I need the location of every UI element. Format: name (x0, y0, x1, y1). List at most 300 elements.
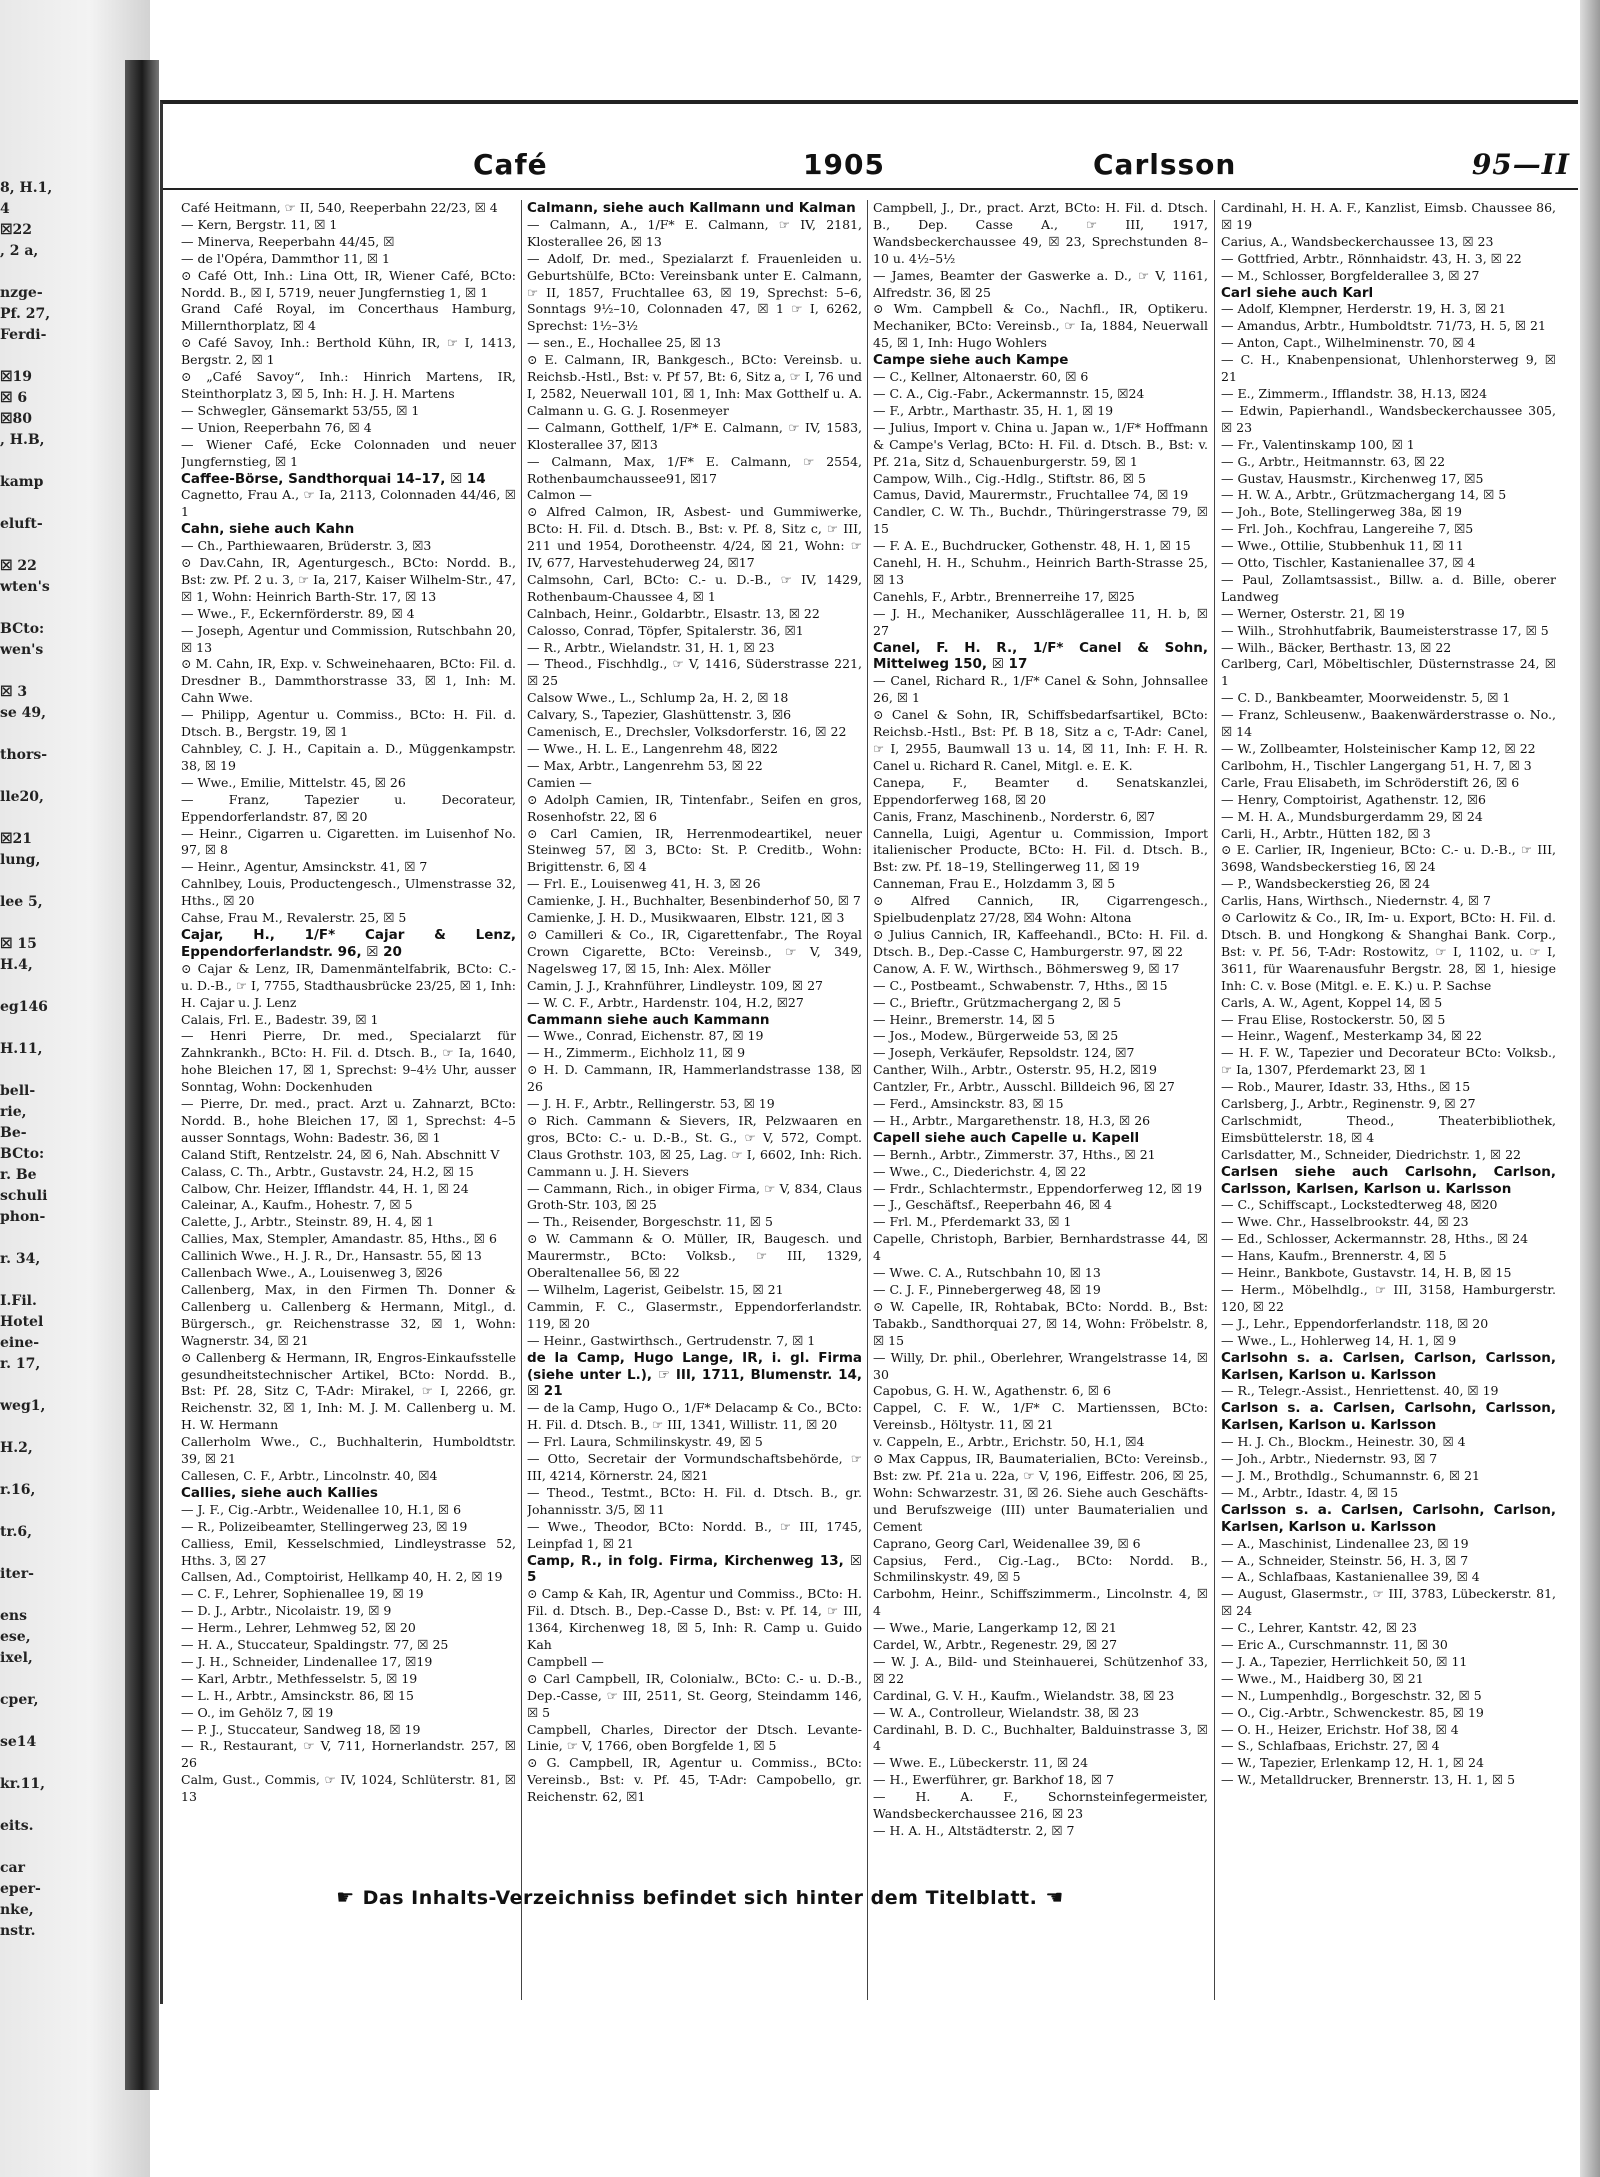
directory-entry: — Henri Pierre, Dr. med., Specialarzt für Zahnkrankh., BCto: H. Fil. d. Dtsch. B., ☞ Ia, 1640, hohe Bleichen 17, ☒ 1, Sprechst: 9–4½ Uhr, ausser Sonntag, Wohn: Dockenhuden (181, 1028, 516, 1095)
directory-entry: Camien — (527, 774, 592, 790)
directory-entry: — C., Postbeamt., Schwabenstr. 7, Hths., ☒ 15 (873, 977, 1168, 993)
directory-page (160, 100, 1578, 2004)
header-first-entry: Café (473, 148, 548, 181)
directory-entry: Cammin, F. C., Glasermstr., Eppendorferlandstr. 119, ☒ 20 (527, 1298, 862, 1331)
entry-columns (181, 200, 1571, 2020)
left-fragment (0, 1795, 120, 1816)
directory-entry: — H. A. F., Schornsteinfegermeister, Wandsbeckerchaussee 216, ☒ 23 (873, 1789, 1208, 1822)
directory-entry: ⊙ Camilleri & Co., IR, Cigarettenfabr., The Royal Crown Cigarette, BCto: Vereinsb., ☞ V, 349, Nagelsweg 17, ☒ 15, Inh: Alex. Möller (527, 926, 862, 976)
directory-entry: — Franz, Schleusenw., Baakenwärderstrasse o. No., ☒ 14 (1221, 707, 1556, 740)
left-fragment (0, 1018, 120, 1039)
directory-entry: — Adolf, Dr. med., Spezialarzt f. Frauenleiden u. Geburtshülfe, BCto: Vereinsbank unter E. Calmann, ☞ II, 1857, Fruchtallee 63, ☒ 19, Sprechst: 5–6, Sonntags 9½–10, Colonnaden 47, ☒ 1 ☞ I, 6262, Sprechst: 1½–3½ (527, 250, 862, 334)
directory-entry: ⊙ Dav.Cahn, IR, Agenturgesch., BCto: Nordd. B., Bst: zw. Pf. 2 u. 3, ☞ Ia, 217, Kaiser Wilhelm-Str., 47, ☒ 1, Wohn: Heinrich Barth-Str. 17, ☒ 13 (181, 555, 516, 604)
directory-entry: — J. H., Schneider, Lindenallee 17, ☒19 (181, 1653, 433, 1669)
directory-entry: — M., Arbtr., Idastr. 4, ☒ 15 (1221, 1484, 1399, 1500)
directory-entry: Camin, J. J., Krahnführer, Lindleystr. 109, ☒ 27 (527, 977, 824, 993)
left-fragment: Be- (0, 1125, 27, 1141)
left-fragment: , H.B, (0, 432, 45, 448)
directory-entry: — Wiener Café, Ecke Colonnaden und neuer Jungfernstieg, ☒ 1 (181, 436, 516, 469)
directory-entry: — Fr., Valentinskamp 100, ☒ 1 (1221, 436, 1415, 452)
directory-entry: Capobus, G. H. W., Agathenstr. 6, ☒ 6 (873, 1383, 1111, 1399)
directory-entry: — Otto, Tischler, Kastanienallee 37, ☒ 4 (1221, 555, 1476, 571)
directory-entry: Carlsen siehe auch Carlsohn, Carlson, Carlsson, Karlsen, Karlson u. Karlsson (1221, 1163, 1556, 1197)
directory-entry: — Heinr., Agentur, Amsinckstr. 41, ☒ 7 (181, 859, 428, 875)
directory-entry: Carlsberg, J., Arbtr., Reginenstr. 9, ☒ 27 (1221, 1096, 1476, 1112)
directory-entry: Caffee-Börse, Sandthorquai 14–17, ☒ 14 (181, 470, 486, 487)
running-header (163, 148, 1578, 190)
directory-entry: — Wwe., Theodor, BCto: Nordd. B., ☞ III, 1745, Leinpfad 1, ☒ 21 (527, 1518, 862, 1551)
directory-entry: Callenbach Wwe., A., Louisenweg 3, ☒26 (181, 1265, 443, 1281)
directory-entry: — F. A. E., Buchdrucker, Gothenstr. 48, H. 1, ☒ 15 (873, 538, 1191, 554)
directory-entry: — Joh., Bote, Stellingerweg 38a, ☒ 19 (1221, 504, 1462, 520)
footer-text: Das Inhalts-Verzeichniss befindet sich hinter dem Titelblatt. (362, 1887, 1038, 1909)
directory-entry: Calais, Frl. E., Badestr. 39, ☒ 1 (181, 1011, 379, 1027)
directory-entry: Callies, Max, Stempler, Amandastr. 85, Hths., ☒ 6 (181, 1231, 497, 1247)
directory-entry: Candler, C. W. Th., Buchdr., Thüringerstrasse 79, ☒ 15 (873, 504, 1208, 537)
directory-entry: — Minerva, Reeperbahn 44/45, ☒ (181, 233, 395, 249)
left-fragment: wen's (0, 642, 44, 658)
directory-entry: Carlsson s. a. Carlsen, Carlsohn, Carlson, Karlsen, Karlson u. Karlsson (1221, 1501, 1556, 1535)
directory-entry: — Wilhelm, Lagerist, Geibelstr. 15, ☒ 21 (527, 1282, 784, 1297)
directory-entry: — J. H., Mechaniker, Ausschlägerallee 11, H. b, ☒ 27 (873, 605, 1208, 638)
directory-entry: Canehl, H. H., Schuhm., Heinrich Barth-Strasse 25, ☒ 13 (873, 555, 1208, 587)
directory-entry: — H. F. W., Tapezier und Decorateur BCto: Volksb., ☞ Ia, 1307, Pferdemarkt 23, ☒ 1 (1221, 1045, 1556, 1078)
directory-entry: Grand Café Royal, im Concerthaus Hamburg, Millernthorplatz, ☒ 4 (181, 301, 516, 334)
directory-entry: — J. M., Brothdlg., Schumannstr. 6, ☒ 21 (1221, 1467, 1480, 1483)
directory-entry: Calnbach, Heinr., Goldarbtr., Elsastr. 13, ☒ 22 (527, 605, 820, 621)
directory-entry: Cagnetto, Frau A., ☞ Ia, 2113, Colonnaden 44/46, ☒ 1 (181, 487, 516, 520)
left-fragment (0, 262, 120, 283)
directory-entry: — C. F., Lehrer, Sophienallee 19, ☒ 19 (181, 1586, 424, 1602)
column-3 (873, 200, 1208, 2020)
left-fragment: r. 17, (0, 1356, 41, 1372)
directory-entry: — Theod., Fischhdlg., ☞ V, 1416, Süderstrasse 221, ☒ 25 (527, 656, 862, 689)
directory-entry: Callsen, Ad., Comptoirist, Hellkamp 40, H. 2, ☒ 19 (181, 1569, 503, 1585)
left-fragment (0, 871, 120, 892)
directory-entry: — Heinr., Bankbote, Gustavstr. 14, H. B, ☒ 15 (1221, 1265, 1512, 1281)
left-fragment (0, 766, 120, 787)
directory-entry: — Bernh., Arbtr., Zimmerstr. 37, Hths., ☒ 21 (873, 1146, 1156, 1162)
left-fragment: Pf. 27, (0, 306, 51, 322)
directory-entry: — Wwe., C., Diederichstr. 4, ☒ 22 (873, 1163, 1087, 1179)
directory-entry: — Canel, Richard R., 1/F* Canel & Sohn, Johnsallee 26, ☒ 1 (873, 673, 1208, 706)
left-fragment: Hotel (0, 1314, 44, 1330)
directory-entry: — Wwe., Conrad, Eichenstr. 87, ☒ 19 (527, 1028, 764, 1044)
left-fragment: eine- (0, 1335, 40, 1351)
directory-entry: Carlsohn s. a. Carlsen, Carlson, Carlsson, Karlsen, Karlson u. Karlsson (1221, 1349, 1556, 1383)
left-fragment (0, 535, 120, 556)
directory-entry: Caland Stift, Rentzelstr. 24, ☒ 6, Nah. Abschnitt V (181, 1146, 500, 1162)
directory-entry: — Ferd., Amsinckstr. 83, ☒ 15 (873, 1096, 1064, 1112)
directory-entry: Canther, Wilh., Arbtr., Osterstr. 95, H.2, ☒19 (873, 1062, 1158, 1078)
directory-entry: — Frau Elise, Rostockerstr. 50, ☒ 5 (1221, 1011, 1446, 1027)
left-fragment (0, 1270, 120, 1291)
directory-entry: Carl siehe auch Karl (1221, 284, 1374, 301)
directory-entry: Campbell, Charles, Director der Dtsch. Levante-Linie, ☞ V, 1766, oben Borgfelde 1, ☒ 5 (527, 1721, 862, 1754)
left-fragment: ixel, (0, 1650, 33, 1666)
directory-entry: — H. A., Stuccateur, Spaldingstr. 77, ☒ 25 (181, 1637, 449, 1653)
directory-entry: Capell siehe auch Capelle u. Kapell (873, 1129, 1140, 1146)
directory-entry: — sen., E., Hochallee 25, ☒ 13 (527, 335, 721, 351)
left-fragment: 4 (0, 201, 10, 217)
directory-entry: Camenisch, E., Drechsler, Volksdorferstr. 16, ☒ 22 (527, 724, 847, 740)
directory-entry: — Wwe., L., Hohlerweg 14, H. 1, ☒ 9 (1221, 1332, 1457, 1348)
left-fragment: ese, (0, 1629, 31, 1645)
right-page-edge (1580, 0, 1600, 2177)
book-gutter-shadow (125, 60, 159, 2090)
directory-entry: Camus, David, Maurermstr., Fruchtallee 74, ☒ 19 (873, 487, 1189, 503)
directory-entry: ⊙ G. Campbell, IR, Agentur u. Commiss., BCto: Vereinsb., Bst: v. Pf. 45, T-Adr: Campobello, gr. Reichenstr. 62, ☒1 (527, 1755, 862, 1805)
left-fragment: ☒21 (0, 831, 33, 847)
directory-entry: Cardinahl, H. H. A. F., Kanzlist, Eimsb. Chaussee 86, ☒ 19 (1221, 200, 1556, 232)
directory-entry: — D. J., Arbtr., Nicolaistr. 19, ☒ 9 (181, 1603, 392, 1619)
directory-entry: — H., Arbtr., Margarethenstr. 18, H.3, ☒ 26 (873, 1112, 1151, 1128)
directory-entry: ⊙ H. D. Cammann, IR, Hammerlandstrasse 138, ☒ 26 (527, 1062, 862, 1095)
directory-entry: ⊙ Carlowitz & Co., IR, Im- u. Export, BCto: H. Fil. d. Dtsch. B. und Hongkong & Shanghai Bank. Corp., Bst: v. Pf. 56, T-Adr: Rostowitz, ☞ I, 1102, u. ☞ I, 3611, für Waarenausfuhr Bergstr. 28, ☒ 1, hiesige Inh: C. v. Bose (Mitgl. e. E. K.) u. P. Sachse (1221, 910, 1556, 993)
directory-entry: ⊙ W. Cammann & O. Müller, IR, Baugesch. und Maurermstr., BCto: Volksb., ☞ III, 1329, Oberaltenallee 56, ☒ 22 (527, 1231, 862, 1281)
footer-note (200, 1885, 1200, 1909)
directory-entry: — Kern, Bergstr. 11, ☒ 1 (181, 216, 338, 232)
directory-entry: — Heinr., Cigarren u. Cigaretten. im Luisenhof No. 97, ☒ 8 (181, 825, 516, 858)
directory-entry: — H., Ewerführer, gr. Barkhof 18, ☒ 7 (873, 1772, 1115, 1788)
directory-entry: Calbow, Chr. Heizer, Ifflandstr. 44, H. 1, ☒ 24 (181, 1180, 469, 1196)
directory-entry: ⊙ Max Cappus, IR, Baumaterialien, BCto: Vereinsb., Bst: zw. Pf. 21a u. 22a, ☞ V, 196, Eiffestr. 206, ☒ 25, Wohn: Schwarzestr. 31, ☒ 26. Siehe auch Geschäfts- und Berufszweige (III) unter Baumaterialien und Cement (873, 1451, 1208, 1534)
directory-entry: — E., Zimmerm., Ifflandstr. 38, H.13, ☒24 (1221, 385, 1488, 401)
directory-entry: — James, Beamter der Gaswerke a. D., ☞ V, 1161, Alfredstr. 36, ☒ 25 (873, 267, 1208, 300)
directory-entry: — A., Maschinist, Lindenallee 23, ☒ 19 (1221, 1535, 1469, 1551)
directory-entry: Carlis, Hans, Wirthsch., Niedernstr. 4, ☒ 7 (1221, 893, 1491, 909)
directory-entry: — Calmann, A., 1/F* E. Calmann, ☞ IV, 2181, Klosterallee 26, ☒ 13 (527, 216, 862, 249)
directory-entry: Carli, H., Arbtr., Hütten 182, ☒ 3 (1221, 825, 1431, 841)
directory-entry: Cahnbley, C. J. H., Capitain a. D., Müggenkampstr. 38, ☒ 19 (181, 741, 516, 773)
directory-entry: Campe siehe auch Kampe (873, 352, 1069, 369)
directory-entry: — Otto, Secretair der Vormundschaftsbehörde, ☞ III, 4214, Körnerstr. 24, ☒21 (527, 1451, 862, 1483)
directory-entry: Cahse, Frau M., Revalerstr. 25, ☒ 5 (181, 910, 407, 926)
left-fragment: lle20, (0, 789, 44, 805)
left-fragment: eper- (0, 1881, 41, 1897)
directory-entry: — Wwe., Marie, Langerkamp 12, ☒ 21 (873, 1620, 1117, 1636)
left-fragment: ☒80 (0, 411, 33, 427)
left-fragment (0, 661, 120, 682)
left-fragment: 8, H.1, (0, 180, 53, 196)
directory-entry: — L. H., Arbtr., Amsinckstr. 86, ☒ 15 (181, 1687, 414, 1703)
left-fragment: kamp (0, 474, 44, 490)
left-fragment: lee 5, (0, 894, 43, 910)
directory-entry: Capelle, Christoph, Barbier, Bernhardstrasse 44, ☒ 4 (873, 1231, 1208, 1264)
left-fragment: wten's (0, 579, 50, 595)
left-fragment: BCto: (0, 1146, 45, 1162)
directory-entry: — Adolf, Klempner, Herderstr. 19, H. 3, ☒ 21 (1221, 301, 1507, 317)
directory-entry: Cappel, C. F. W., 1/F* C. Martienssen, BCto: Vereinsb., Höltystr. 11, ☒ 21 (873, 1400, 1208, 1433)
left-fragment: schuli (0, 1188, 48, 1204)
directory-entry: Callies, siehe auch Kallies (181, 1484, 378, 1501)
left-fragment: weg1, (0, 1398, 46, 1414)
left-fragment (0, 1228, 120, 1249)
directory-entry: Callinich Wwe., H. J. R., Dr., Hansastr. 55, ☒ 13 (181, 1248, 482, 1264)
directory-entry: Café Heitmann, ☞ II, 540, Reeperbahn 22/23, ☒ 4 (181, 200, 498, 215)
directory-entry: — Franz, Tapezier u. Decorateur, Eppendorferlandstr. 87, ☒ 20 (181, 791, 516, 824)
left-fragment: thors- (0, 747, 48, 763)
left-fragment: Ferdi- (0, 327, 47, 343)
directory-entry: — Max, Arbtr., Langenrehm 53, ☒ 22 (527, 757, 763, 773)
directory-entry: — W. A., Controlleur, Wielandstr. 38, ☒ 23 (873, 1704, 1140, 1720)
directory-entry: — Henry, Comptoirist, Agathenstr. 12, ☒6 (1221, 791, 1486, 807)
directory-entry: — W., Metalldrucker, Brennerstr. 13, H. 1, ☒ 5 (1221, 1772, 1516, 1788)
pointing-hand-icon: ☛ (336, 1885, 355, 1909)
left-fragment: eg146 (0, 999, 48, 1015)
directory-entry: — W., Zollbeamter, Holsteinischer Kamp 12, ☒ 22 (1221, 741, 1536, 756)
left-fragment: nke, (0, 1902, 34, 1918)
left-fragment: ens (0, 1608, 27, 1624)
directory-entry: — Herm., Lehrer, Lehmweg 52, ☒ 20 (181, 1620, 416, 1636)
column-2 (527, 200, 862, 2020)
left-fragment: ☒22 (0, 222, 33, 238)
directory-entry: — O., im Gehölz 7, ☒ 19 (181, 1704, 334, 1720)
directory-entry: — H., Zimmerm., Eichholz 11, ☒ 9 (527, 1045, 746, 1061)
left-fragment: BCto: (0, 621, 45, 637)
directory-entry: — Schwegler, Gänsemarkt 53/55, ☒ 1 (181, 402, 420, 418)
directory-entry: — Willy, Dr. phil., Oberlehrer, Wrangelstrasse 14, ☒ 30 (873, 1349, 1208, 1382)
directory-entry: ⊙ Café Ott, Inh.: Lina Ott, IR, Wiener Café, BCto: Nordd. B., ☒ I, 5719, neuer Jungfernstieg 1, ☒ 1 (181, 267, 516, 300)
directory-entry: Carbohm, Heinr., Schiffszimmerm., Lincolnstr. 4, ☒ 4 (873, 1586, 1208, 1619)
directory-entry: — Edwin, Papierhandl., Wandsbeckerchaussee 305, ☒ 23 (1221, 402, 1556, 435)
directory-entry: — R., Arbtr., Wielandstr. 31, H. 1, ☒ 23 (527, 639, 775, 655)
directory-entry: — Eric A., Curschmannstr. 11, ☒ 30 (1221, 1637, 1448, 1653)
directory-entry: Campbell, J., Dr., pract. Arzt, BCto: H. Fil. d. Dtsch. B., Dep. Casse A., ☞ III, 1917, Wandsbeckerchaussee 49, ☒ 23, Sprechstunden 8–10 u. 4½–5½ (873, 200, 1208, 266)
directory-entry: — Ed., Schlosser, Ackermannstr. 28, Hths., ☒ 24 (1221, 1231, 1529, 1247)
left-fragment: nzge- (0, 285, 43, 301)
directory-entry: Carls, A. W., Agent, Koppel 14, ☒ 5 (1221, 994, 1443, 1010)
directory-entry: — J. A., Tapezier, Herrlichkeit 50, ☒ 11 (1221, 1653, 1468, 1669)
directory-entry: Canow, A. F. W., Wirthsch., Böhmersweg 9, ☒ 17 (873, 960, 1180, 976)
directory-entry: — Heinr., Wagenf., Mesterkamp 34, ☒ 22 (1221, 1028, 1482, 1044)
left-fragment (0, 493, 120, 514)
directory-entry: — Wwe., Emilie, Mittelstr. 45, ☒ 26 (181, 774, 406, 790)
directory-entry: — Joh., Arbtr., Niedernstr. 93, ☒ 7 (1221, 1451, 1438, 1467)
left-fragment (0, 346, 120, 367)
left-fragment: eluft- (0, 516, 43, 532)
left-fragment: iter- (0, 1566, 34, 1582)
directory-entry: Calmon — (527, 487, 592, 503)
directory-entry: ⊙ Rich. Cammann & Sievers, IR, Pelzwaaren en gros, BCto: C.- u. D.-B., St. G., ☞ V, 572, Compt. Claus Grothstr. 103, ☒ 25, Lag. ☞ I, 6602, Inh: Rich. Cammann u. J. H. Sievers (527, 1112, 862, 1179)
directory-entry: — C. H., Knabenpensionat, Uhlenhorsterweg 9, ☒ 21 (1221, 352, 1556, 385)
left-fragment: ☒ 15 (0, 936, 37, 952)
header-year: 1905 (803, 148, 885, 181)
directory-entry: — Calmann, Gotthelf, 1/F* E. Calmann, ☞ IV, 1583, Klosterallee 37, ☒13 (527, 419, 862, 452)
directory-entry: ⊙ Adolph Camien, IR, Tintenfabr., Seifen en gros, Rosenhofstr. 22, ☒ 6 (527, 791, 862, 824)
directory-entry: Carlson s. a. Carlsen, Carlsohn, Carlsson, Karlsen, Karlson u. Karlsson (1221, 1400, 1556, 1434)
directory-entry: Cammann siehe auch Kammann (527, 1011, 770, 1028)
directory-entry: — de la Camp, Hugo O., 1/F* Delacamp & Co., BCto: H. Fil. d. Dtsch. B., ☞ III, 1341, Willistr. 11, ☒ 20 (527, 1400, 862, 1433)
directory-entry: Calvary, S., Tapezier, Glashüttenstr. 3, ☒6 (527, 707, 792, 723)
directory-entry: ⊙ E. Carlier, IR, Ingenieur, BCto: C.- u. D.-B., ☞ III, 3698, Wandsbeckerstieg 16, ☒ 24 (1221, 842, 1556, 875)
directory-entry: — Frl. Laura, Schmilinskystr. 49, ☒ 5 (527, 1434, 763, 1450)
directory-entry: — C., Lehrer, Kantstr. 42, ☒ 23 (1221, 1620, 1417, 1636)
directory-entry: Carle, Frau Elisabeth, im Schröderstift 26, ☒ 6 (1221, 774, 1520, 790)
directory-entry: Canepa, F., Beamter d. Senatskanzlei, Eppendorferweg 168, ☒ 20 (873, 774, 1208, 807)
left-fragment: tr.6, (0, 1524, 33, 1540)
directory-entry: Cahnlbey, Louis, Productengesch., Ulmenstrasse 32, Hths., ☒ 20 (181, 876, 516, 909)
directory-entry: ⊙ Camp & Kah, IR, Agentur und Commiss., BCto: H. Fil. d. Dtsch. B., Dep.-Casse D., Bst: v. Pf. 14, ☞ III, 1364, Kirchenweg 18, ☒ 5, Inh: R. Camp u. Guido Kah (527, 1586, 862, 1653)
directory-entry: — N., Lumpenhdlg., Borgeschstr. 32, ☒ 5 (1221, 1687, 1482, 1703)
directory-entry: Camienke, J. H., Buchhalter, Besenbinderhof 50, ☒ 7 (527, 893, 861, 909)
directory-entry: — August, Glasermstr., ☞ III, 3783, Lübeckerstr. 81, ☒ 24 (1221, 1586, 1556, 1619)
directory-entry: Cajar, H., 1/F* Cajar & Lenz, Eppendorferlandstr. 96, ☒ 20 (181, 926, 516, 960)
directory-entry: — Frl. Joh., Kochfrau, Langereihe 7, ☒5 (1221, 521, 1474, 537)
left-fragment: ☒ 22 (0, 558, 37, 574)
directory-entry: Carius, A., Wandsbeckerchaussee 13, ☒ 23 (1221, 233, 1494, 249)
left-fragment: se14 (0, 1734, 37, 1750)
directory-entry: — Calmann, Max, 1/F* E. Calmann, ☞ 2554, Rothenbaumchaussee91, ☒17 (527, 453, 862, 486)
directory-entry: de la Camp, Hugo Lange, IR, i. gl. Firma (siehe unter L.), ☞ III, 1711, Blumenstr. 14, ☒ 21 (527, 1349, 862, 1400)
left-page-fragments (0, 178, 120, 1942)
directory-entry: ⊙ Alfred Cannich, IR, Cigarrengesch., Spielbudenplatz 27/28, ☒4 Wohn: Altona (873, 893, 1208, 926)
directory-entry: Cannella, Luigi, Agentur u. Commission, Import italienischer Producte, BCto: H. Fil. d. Dtsch. B., Bst: zw. Pf. 18–19, Stellingerweg 11, ☒ 19 (873, 825, 1208, 875)
directory-entry: Carlberg, Carl, Möbeltischler, Düsternstrasse 24, ☒ 1 (1221, 656, 1556, 689)
left-fragment (0, 1501, 120, 1522)
left-fragment (0, 724, 120, 745)
column-divider (1214, 200, 1215, 2000)
directory-entry: — W., Tapezier, Erlenkamp 12, H. 1, ☒ 24 (1221, 1755, 1484, 1771)
directory-entry: — Th., Reisender, Borgeschstr. 11, ☒ 5 (527, 1214, 773, 1230)
directory-entry: — de l'Opéra, Dammthor 11, ☒ 1 (181, 250, 391, 266)
left-fragment: r.16, (0, 1482, 36, 1498)
left-fragment: lung, (0, 852, 41, 868)
left-fragment: ☒ 3 (0, 684, 28, 700)
directory-entry: — A., Schlafbaas, Kastanienallee 39, ☒ 4 (1221, 1569, 1480, 1585)
directory-entry: Calette, J., Arbtr., Steinstr. 89, H. 4, ☒ 1 (181, 1214, 435, 1230)
left-fragment (0, 976, 120, 997)
left-fragment (0, 1669, 120, 1690)
directory-entry: — Wwe. Chr., Hasselbrookstr. 44, ☒ 23 (1221, 1214, 1469, 1230)
directory-entry: — R., Polizeibeamter, Stellingerweg 23, ☒ 19 (181, 1518, 468, 1534)
left-fragment: H.4, (0, 957, 33, 973)
directory-entry: — C. A., Cig.-Fabr., Ackermannstr. 15, ☒24 (873, 385, 1145, 401)
directory-entry: Callenberg, Max, in den Firmen Th. Donner & Callenberg u. Callenberg & Hermann, Mitgl., d. Bürgersch., gr. Reichenstrasse 32, ☒ 1, Wohn: Wagnerstr. 34, ☒ 21 (181, 1282, 516, 1348)
directory-entry: Calosso, Conrad, Töpfer, Spitalerstr. 36, ☒1 (527, 622, 804, 638)
left-fragment: ☒19 (0, 369, 33, 385)
directory-entry: — Joseph, Verkäufer, Repsoldstr. 124, ☒7 (873, 1045, 1135, 1061)
directory-entry: — P., Wandsbeckerstieg 26, ☒ 24 (1221, 876, 1431, 892)
directory-entry: — Joseph, Agentur und Commission, Rutschbahn 20, ☒ 13 (181, 622, 516, 655)
directory-entry: Cardel, W., Arbtr., Regenestr. 29, ☒ 27 (873, 1637, 1118, 1653)
directory-entry: Carlschmidt, Theod., Theaterbibliothek, Eimsbüttelerstr. 18, ☒ 4 (1221, 1112, 1556, 1145)
directory-entry: — Wwe., F., Eckernförderstr. 89, ☒ 4 (181, 605, 415, 621)
directory-entry: — Frl. E., Louisenweg 41, H. 3, ☒ 26 (527, 876, 761, 892)
directory-entry: — C. J. F., Pinnebergerweg 48, ☒ 19 (873, 1282, 1101, 1297)
left-fragment (0, 598, 120, 619)
directory-entry: Carlsdatter, M., Schneider, Diedrichstr. 1, ☒ 22 (1221, 1146, 1521, 1162)
directory-entry: ⊙ W. Capelle, IR, Rohtabak, BCto: Nordd. B., Bst: Tabakb., Sandthorquai 27, ☒ 14, Wohn: Fröbelstr. 8, ☒ 15 (873, 1298, 1208, 1348)
directory-entry: — Wilh., Bäcker, Berthastr. 13, ☒ 22 (1221, 639, 1452, 655)
directory-entry: ⊙ Julius Cannich, IR, Kaffeehandl., BCto: H. Fil. d. Dtsch. B., Dep.-Casse C, Hamburgerstr. 97, ☒ 22 (873, 926, 1208, 959)
left-fragment: nstr. (0, 1923, 36, 1939)
left-fragment: , 2 a, (0, 243, 39, 259)
directory-entry: — F., Arbtr., Marthastr. 35, H. 1, ☒ 19 (873, 402, 1114, 418)
directory-entry: Cardinahl, B. D. C., Buchhalter, Balduinstrasse 3, ☒ 4 (873, 1721, 1208, 1754)
left-fragment: H.11, (0, 1041, 43, 1057)
directory-entry: — Heinr., Bremerstr. 14, ☒ 5 (873, 1011, 1056, 1027)
directory-entry: — Wilh., Strohhutfabrik, Baumeisterstrasse 17, ☒ 5 (1221, 622, 1549, 638)
left-fragment (0, 1543, 120, 1564)
directory-entry: — Wwe. C. A., Rutschbahn 10, ☒ 13 (873, 1265, 1101, 1281)
directory-entry: v. Cappeln, E., Arbtr., Erichstr. 50, H.1, ☒4 (873, 1434, 1145, 1450)
directory-entry: ⊙ Wm. Campbell & Co., Nachfl., IR, Optikeru. Mechaniker, BCto: Vereinsb., ☞ Ia, 1884, Neuerwall 45, ☒ 1, Inh: Hugo Wohlers (873, 301, 1208, 351)
directory-entry: — R., Telegr.-Assist., Henriettenst. 40, ☒ 19 (1221, 1383, 1499, 1399)
directory-entry: ⊙ „Café Savoy“, Inh.: Hinrich Martens, IR, Steinthorplatz 3, ☒ 5, Inh: H. J. H. Martens (181, 369, 516, 401)
directory-entry: — Paul, Zollamtsassist., Billw. a. d. Bille, oberer Landweg (1221, 571, 1556, 604)
left-fragment: cper, (0, 1692, 39, 1708)
directory-entry: ⊙ Cajar & Lenz, IR, Damenmäntelfabrik, BCto: C.- u. D.-B., ☞ I, 7755, Stadthausbrücke 23/25, ☒ 1, Inh: H. Cajar u. J. Lenz (181, 960, 516, 1010)
directory-entry: Canneman, Frau E., Holzdamm 3, ☒ 5 (873, 876, 1116, 892)
directory-entry: — Frdr., Schlachtermstr., Eppendorferweg 12, ☒ 19 (873, 1180, 1203, 1196)
left-fragment (0, 1060, 120, 1081)
left-fragment: H.2, (0, 1440, 33, 1456)
left-fragment (0, 913, 120, 934)
directory-entry: — C., Brieftr., Grützmachergang 2, ☒ 5 (873, 994, 1122, 1010)
left-fragment (0, 1585, 120, 1606)
directory-entry: — R., Restaurant, ☞ V, 711, Hornerlandstr. 257, ☒ 26 (181, 1738, 516, 1771)
directory-entry: — J. F., Cig.-Arbtr., Weidenallee 10, H.1, ☒ 6 (181, 1501, 462, 1517)
directory-entry: — W. C. F., Arbtr., Hardenstr. 104, H.2, ☒27 (527, 994, 804, 1010)
directory-entry: — J. H. F., Arbtr., Rellingerstr. 53, ☒ 19 (527, 1096, 775, 1112)
directory-entry: — Wwe., Ottilie, Stubbenhuk 11, ☒ 11 (1221, 538, 1464, 554)
left-fragment: se 49, (0, 705, 47, 721)
left-fragment: ☒ 6 (0, 390, 28, 406)
directory-entry: — Wwe., M., Haidberg 30, ☒ 21 (1221, 1670, 1424, 1686)
directory-entry: — O., Cig.-Arbtr., Schwenckestr. 85, ☒ 19 (1221, 1704, 1484, 1720)
directory-entry: Calm, Gust., Commis, ☞ IV, 1024, Schlüterstr. 81, ☒ 13 (181, 1772, 516, 1805)
directory-entry: ⊙ Alfred Calmon, IR, Asbest- und Gummiwerke, BCto: H. Fil. d. Dtsch. B., Bst: v. Pf. 8, Sitz c, ☞ III, 211 und 1954, Dorotheenstr. 4/24, ☒ 21, Wohn: ☞ IV, 677, Harvestehuderweg 24, ☒17 (527, 504, 862, 571)
directory-entry: Canis, Franz, Maschinenb., Norderstr. 6, ☒7 (873, 808, 1156, 824)
left-fragment: r. 34, (0, 1251, 41, 1267)
directory-entry: Callerholm Wwe., C., Buchhalterin, Humboldtstr. 39, ☒ 21 (181, 1434, 516, 1467)
left-fragment (0, 451, 120, 472)
directory-entry: Cahn, siehe auch Kahn (181, 521, 355, 538)
directory-entry: Calmsohn, Carl, BCto: C.- u. D.-B., ☞ IV, 1429, Rothenbaum-Chaussee 4, ☒ 1 (527, 571, 862, 604)
directory-entry: — Cammann, Rich., in obiger Firma, ☞ V, 834, Claus Groth-Str. 103, ☒ 25 (527, 1180, 862, 1213)
directory-entry: Calsow Wwe., L., Schlump 2a, H. 2, ☒ 18 (527, 690, 789, 706)
directory-entry: — Gottfried, Arbtr., Rönnhaidstr. 43, H. 3, ☒ 22 (1221, 250, 1522, 266)
left-fragment (0, 808, 120, 829)
directory-entry: — M. H. A., Mundsburgerdamm 29, ☒ 24 (1221, 808, 1483, 824)
directory-entry: Caprano, Georg Carl, Weidenallee 39, ☒ 6 (873, 1535, 1141, 1551)
directory-entry: — Julius, Import v. China u. Japan w., 1/F* Hoffmann & Campe's Verlag, BCto: H. Fil. d. Dtsch. B., Bst: v. Pf. 21a, Sitz d, Schauenburgerstr. 59, ☒ 1 (873, 419, 1208, 469)
column-4 (1221, 200, 1556, 2020)
left-fragment (0, 1753, 120, 1774)
directory-entry: — Hans, Kaufm., Brennerstr. 4, ☒ 5 (1221, 1248, 1447, 1264)
directory-entry: — J., Lehr., Eppendorferlandstr. 118, ☒ 20 (1221, 1315, 1489, 1331)
directory-entry: Capsius, Ferd., Cig.-Lag., BCto: Nordd. B., Schmilinskystr. 49, ☒ 5 (873, 1552, 1208, 1585)
directory-entry: — Rob., Maurer, Idastr. 33, Hths., ☒ 15 (1221, 1079, 1471, 1095)
directory-entry: — Werner, Osterstr. 21, ☒ 19 (1221, 605, 1405, 621)
directory-entry: — G., Arbtr., Heitmannstr. 63, ☒ 22 (1221, 453, 1446, 469)
directory-entry: Cantzler, Fr., Arbtr., Ausschl. Billdeich 96, ☒ 27 (873, 1079, 1175, 1095)
directory-entry: ⊙ Callenberg & Hermann, IR, Engros-Einkaufsstelle gesundheitstechnischer Artikel, BCto: Nordd. B., Bst: Pf. 28, Sitz C, T-Adr: Mirakel, ☞ I, 2266, gr. Reichenstr. 32, ☒ 1, Inh: M. J. M. Callenberg u. M. H. W. Hermann (181, 1349, 516, 1433)
directory-entry: — Theod., Testmt., BCto: H. Fil. d. Dtsch. B., gr. Johannisstr. 3/5, ☒ 11 (527, 1484, 862, 1517)
directory-entry: ⊙ Carl Camien, IR, Herrenmodeartikel, neuer Steinweg 57, ☒ 3, BCto: St. P. Creditb., Wohn: Brigittenstr. 6, ☒ 4 (527, 825, 862, 875)
directory-entry: — J., Geschäftsf., Reeperbahn 46, ☒ 4 (873, 1197, 1112, 1213)
directory-entry: ⊙ Carl Campbell, IR, Colonialw., BCto: C.- u. D.-B., Dep.-Casse, ☞ III, 2511, St. Georg, Steindamm 146, ☒ 5 (527, 1670, 862, 1720)
directory-entry: — W. J. A., Bild- und Steinhauerei, Schützenhof 33, ☒ 22 (873, 1653, 1208, 1686)
header-last-entry: Carlsson (1093, 148, 1237, 181)
left-fragment (0, 1459, 120, 1480)
directory-entry: — Jos., Modew., Bürgerweide 53, ☒ 25 (873, 1028, 1119, 1044)
left-fragment: I.Fil. (0, 1293, 37, 1309)
left-fragment: eits. (0, 1818, 34, 1834)
directory-entry: Campow, Wilh., Cig.-Hdlg., Stiftstr. 86, ☒ 5 (873, 470, 1146, 486)
directory-entry: ⊙ Canel & Sohn, IR, Schiffsbedarfsartikel, BCto: Reichsb.-Hstl., Bst: Pf. B 18, Sitz a c, T-Adr: Canel, ☞ I, 2955, Baumwall 13 u. 14, ☒ 11, Inh: F. H. R. Canel u. Richard R. Canel, Mitgl. e. E. K. (873, 707, 1208, 773)
